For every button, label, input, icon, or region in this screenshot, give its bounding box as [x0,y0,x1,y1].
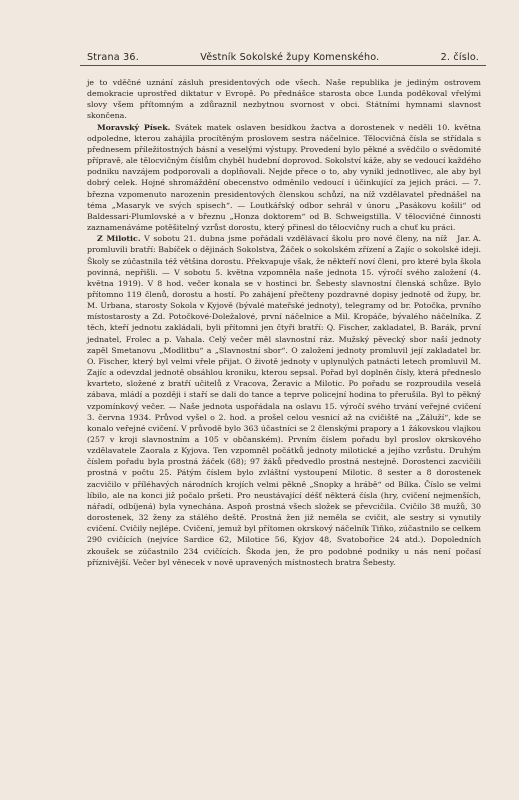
paragraph-lead: Z Milotic. [97,234,141,244]
paragraph [87,77,481,122]
paragraph [87,233,481,568]
journal-title: Věstník Sokolské župy Komenského. [200,52,380,63]
header-rule [80,65,486,66]
issue-number: 2. číslo. [440,52,479,63]
running-header [87,52,479,63]
paragraph-lead: Moravský Písek. [97,122,171,132]
page-number: Strana 36. [87,52,139,63]
article-body [87,77,481,568]
paragraph-text: je to vděčné uznání zásluh presidentových ode všech. Naše republika je jediným ostrovem demokracie uprostřed diktatur v Evropě. Po přednášce starosta obce Lunda poděkoval vřelými slovy všem přítomným a zdůraznil nezbytnou svornost v obci. Státními hymnami slavnost skončena. [87,78,481,121]
signature: Jar. A. [457,234,481,244]
paragraph-text: V sobotu 21. dubna jsme pořádali vzdělávací školu pro nové členy, na níž promluvili bratří: Babíček o dějinách Sokolstva, Žáček o sokolském zřízení a Zajíc o sokolské ideji. Školy se zúčastnila též většina dorostu. Překvapuje však, že někteří noví členi, pro které byla škola povinná, nepřišli. — V sobotu 5. května vzpomněla naše jednota 15. výročí svého založení (4. května 1919). V 8 hod. večer konala se v hostinci br. Šebesty slavnostní členská schůze. Bylo přítomno 119 členů, dorostu a hostí. Po zahájení přečteny pozdravné dopisy jednotě od župy, br. M. Urbana, starosty Sokola v Kyjově (bývalé mateřské jednoty), telegramy od br. Potočka, prvního místostarosty a Zd. Potočkové-Doležalové, první náčelnice a Mil. Kropáče, bývalého náčelníka. Z těch, kteří jednotu zakládali, byli přítomni jen čtyři bratří: Q. Fischer, zakladatel, B. Barák, první jednatel, Frolec a p. Vahala. Celý večer měl slavnostní ráz. Mužský pěvecký sbor naší jednoty zapěl Smetanovu „Modlitbu“ a „Slavnostní sbor“. O založení jednoty promluvil její zakladatel br. O. Fischer, který byl velmi vřele přijat. O životě jednoty v uplynulých patnácti letech promluvil M. Zajíc a odevzdal jednotě obsáhlou kroniku, kterou sepsal. Pořad byl doplněn čísly, která předneslo kvarteto, složené z bratří učitelů z Vracova, Žeravic a Milotic. Po pořadu se rozproudila veselá zábava, mládí a později i staří se dali do tance a teprve policejní hodina to přerušila. Byl to pěkný vzpomínkový večer. — Naše jednota uspořádala na oslavu 15. výročí svého trvání veřejné cvičení 3. června 1934. Průvod vyšel o 2. hod. a prošel celou vesnicí až na cvičiště na „Záluží“, kde se konalo veřejné cvičení. V průvodě bylo 363 účastníci se 2 členskými prapory a 1 žákovskou vlajkou (257 v kroji slavnostním a 105 v občanském). Prvním číslem pořadu byl proslov okrskového vzdělavatele Zaorala z Kyjova. Ten vzpomněl počátků jednoty milotické a jejího vzrůstu. Druhým číslem pořadu byla prostná žáček (68); 97 žáků předvedlo prostná nestejně. Dorostenci zacvičili prostná v počtu 25. Pátým číslem bylo zvláštní vystoupení Milotic. 8 sester a 8 dorostenek zacvičilo v příléhavých národních krojích velmi pěkně „Snopky a hrábě“ od Bílka. Číslo se velmi líbilo, ale na konci již počalo pršeti. Pro neustávající déšť některá čísla (hry, cvičení nejmenších, nářadí, odbíjená) byla vynechána. Aspoň prostná všech složek se převcičila. Cvičilo 38 mužů, 30 dorostenek, 32 ženy za stálého deště. Prostná žen již neměla se cvičit, ale sestry si vynutily cvičení. Cvičily nejlépe. Cvičení, jemuž byl přítomen okrskový náčelník Tiňko, zúčastnilo se celkem 290 cvičících (nejvíce Sardice 62, Milotice 56, Kyjov 48, Svatobořice 24 atd.). Dopoledních zkoušek se zúčastnilo 234 cvičících. Škoda jen, že pro podobné podniky u nás není počasí příznivější. Večer byl věnecek v nově upravených místnostech bratra Šebesty. [87,234,481,567]
paragraph-text: Svátek matek oslaven besídkou žactva a dorostenek v neděli 10. května odpoledne, kterou zahájila procítěným proslovem sestra náčelnice. Tělocvičná čísla se střídala s přednesem příležitostných básní a veselými výstupy. Provedení bylo pěkné a svědčilo o svědomité přípravě, ale tělocvičným číslům chyběl hudební doprovod. Sokolství káže, aby se vedoucí každého podniku navzájem podporovali a doplňovali. Nejde přece o to, aby vynikl jednotlivec, ale aby byl dobrý celek. Hojné shromáždění obecenstvo odměnilo vedoucí i účinkující za jejich práci. — 7. března vzpomenuto narozenin presidentových členskou schůzí, na níž vzdělavatel přednášel na téma „Masaryk ve svých spisech“. — Loutkářský odbor sehrál v únoru „Pasákovu košili“ od Baldessari-Plumlovské a v březnu „Honza doktorem“ od B. Schweigstilla. V tělocvičné činnosti zaznamenáváme potěšitelný vzrůst dorostu, který přinesl do tělocvičny ruch a chuť ku práci. [87,122,481,233]
